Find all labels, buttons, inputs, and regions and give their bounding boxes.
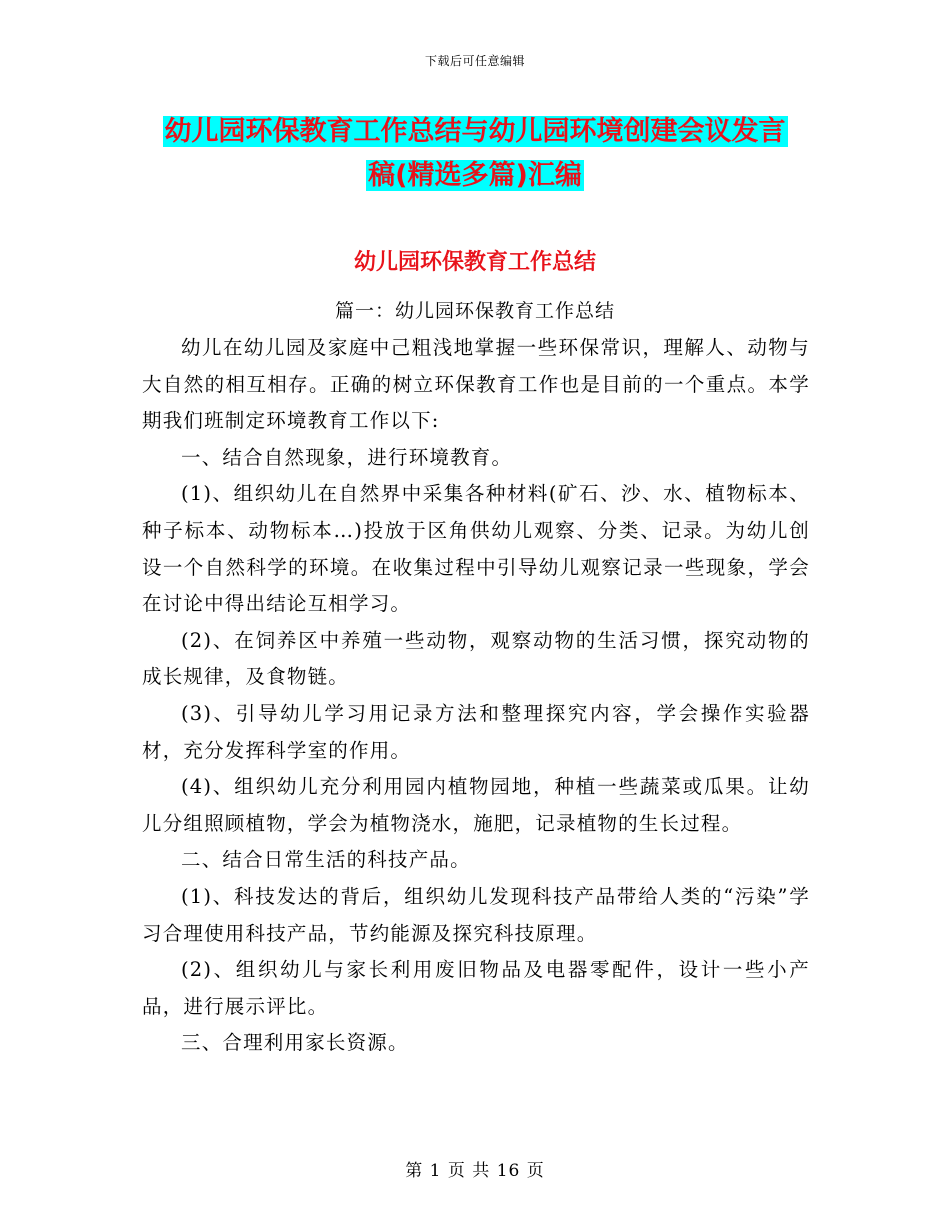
body-paragraph: (1)、组织幼儿在自然界中采集各种材料(矿石、沙、水、植物标本、种子标本、动物标本…)投放于区角供幼儿观察、分类、记录。为幼儿创设一个自然科学的环境。在收集过程中引导幼儿观察记录一些现象，学会在讨论中得出结论互相学习。 xyxy=(142,482,810,616)
article-subtitle: 篇一：幼儿园环保教育工作总结 xyxy=(334,300,615,322)
body-paragraph: 幼儿在幼儿园及家庭中己粗浅地掌握一些环保常识，理解人、动物与大自然的相互相存。正确的树立环保教育工作也是目前的一个重点。本学期我们班制定环境教育工作以下: xyxy=(142,336,810,433)
body-paragraph: 三、合理利用家长资源。 xyxy=(181,1031,409,1055)
body-paragraph: 二、结合日常生活的科技产品。 xyxy=(181,848,471,872)
body-paragraph: (3)、引导幼儿学习用记录方法和整理探究内容，学会操作实验器材，充分发挥科学室的作用。 xyxy=(142,701,810,762)
document-title-line-1 xyxy=(140,110,810,154)
page-header-note: 下载后可任意编辑 xyxy=(424,54,525,68)
document-title-line-2 xyxy=(140,154,810,198)
section-title: 幼儿园环保教育工作总结 xyxy=(353,250,596,275)
document-body xyxy=(142,330,810,1062)
body-paragraph: (2)、组织幼儿与家长利用废旧物品及电器零配件，设计一些小产品，进行展示评比。 xyxy=(142,958,810,1018)
document-title-text-1: 幼儿园环保教育工作总结与幼儿园环境创建会议发言 xyxy=(164,116,786,147)
body-paragraph: (1)、科技发达的背后，组织幼儿发现科技产品带给人类的“污染”学习合理使用科技产品，节约能源及探究科技原理。 xyxy=(142,884,810,945)
page-number-footer: 第 1 页 共 16 页 xyxy=(405,1161,545,1181)
body-paragraph: 一、结合自然现象，进行环境教育。 xyxy=(181,445,513,469)
body-paragraph: (4)、组织幼儿充分利用园内植物园地，种植一些蔬菜或瓜果。让幼儿分组照顾植物，学会为植物浇水，施肥，记录植物的生长过程。 xyxy=(142,775,810,835)
body-paragraph: (2)、在饲养区中养殖一些动物，观察动物的生活习惯，探究动物的成长规律，及食物链。 xyxy=(142,628,810,689)
document-title-text-2: 稿(精选多篇)汇编 xyxy=(368,160,582,191)
